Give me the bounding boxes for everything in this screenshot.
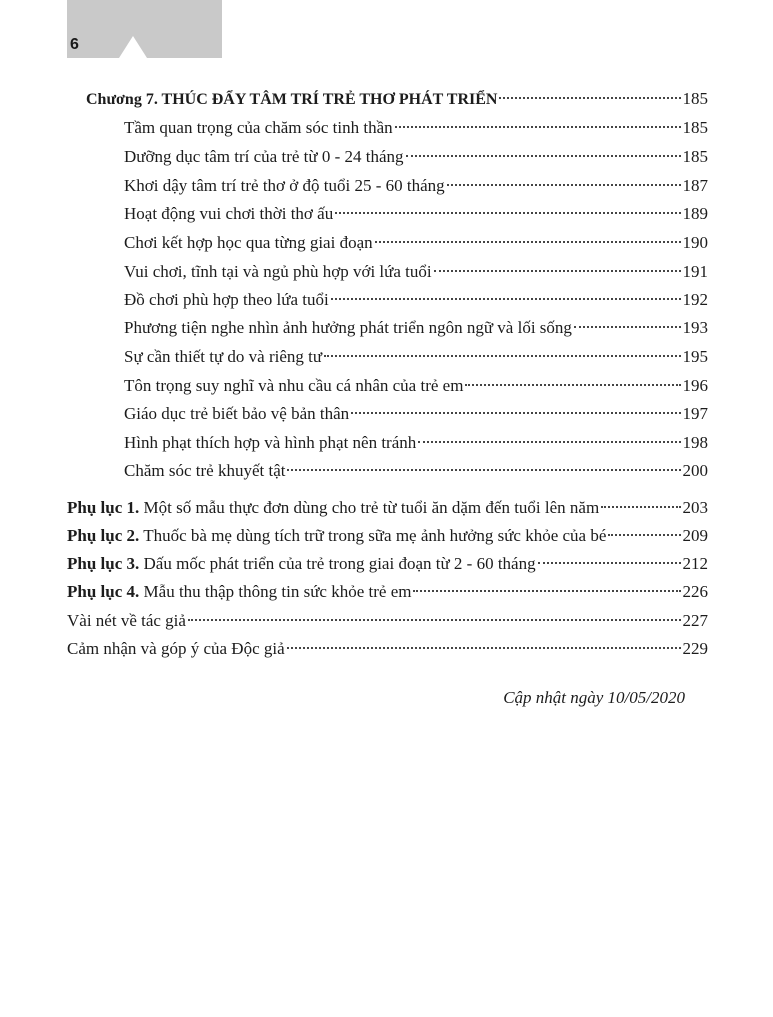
page-ref: 191 bbox=[682, 262, 708, 281]
page-ref: 227 bbox=[682, 611, 708, 630]
page-tab-marker bbox=[67, 0, 222, 58]
toc-extra-feedback[interactable] bbox=[67, 636, 708, 662]
dot-leader bbox=[395, 126, 681, 128]
toc-section[interactable] bbox=[124, 430, 708, 456]
toc-section[interactable] bbox=[124, 344, 708, 370]
dot-leader bbox=[331, 298, 681, 300]
page-number: 6 bbox=[70, 36, 79, 53]
appendix-title: Một số mẫu thực đơn dùng cho trẻ từ tuổi ăn dặm đến tuổi lên năm bbox=[139, 498, 600, 517]
appendix-title: Mẫu thu thập thông tin sức khỏe trẻ em bbox=[139, 582, 412, 601]
chapter-title: Chương 7. THÚC ĐẨY TÂM TRÍ TRẺ THƠ PHÁT TRIỂN bbox=[86, 91, 498, 108]
page-ref: 212 bbox=[682, 554, 708, 573]
toc-appendix-2[interactable] bbox=[67, 523, 708, 549]
dot-leader bbox=[413, 590, 680, 592]
section-title: Hoạt động vui chơi thời thơ ấu bbox=[124, 204, 334, 223]
appendix-title: Thuốc bà mẹ dùng tích trữ trong sữa mẹ ảnh hưởng sức khỏe của bé bbox=[139, 526, 607, 545]
page-ref: 190 bbox=[682, 233, 708, 252]
dot-leader bbox=[406, 155, 681, 157]
updated-date: Cập nhật ngày 10/05/2020 bbox=[503, 688, 685, 707]
page-ref: 197 bbox=[682, 404, 708, 423]
section-title: Giáo dục trẻ biết bảo vệ bản thân bbox=[124, 404, 350, 423]
dot-leader bbox=[188, 619, 681, 621]
toc-appendix-3[interactable] bbox=[67, 551, 708, 577]
section-title: Chăm sóc trẻ khuyết tật bbox=[124, 461, 286, 480]
section-title: Đồ chơi phù hợp theo lứa tuổi bbox=[124, 290, 329, 309]
section-title: Dưỡng dục tâm trí của trẻ từ 0 - 24 tháng bbox=[124, 147, 404, 166]
toc-section[interactable] bbox=[124, 287, 708, 313]
section-title: Tôn trọng suy nghĩ và nhu cầu cá nhân của trẻ em bbox=[124, 376, 464, 395]
toc-section[interactable] bbox=[124, 201, 708, 227]
section-title: Tầm quan trọng của chăm sóc tinh thần bbox=[124, 118, 393, 137]
page-ref: 189 bbox=[682, 204, 708, 223]
section-title: Khơi dậy tâm trí trẻ thơ ở độ tuổi 25 - 60 tháng bbox=[124, 176, 445, 195]
appendix-label: Phụ lục 3. bbox=[67, 554, 140, 573]
appendix-label: Phụ lục 4. bbox=[67, 582, 140, 601]
toc-section[interactable] bbox=[124, 115, 708, 141]
section-title: Phương tiện nghe nhìn ảnh hưởng phát triển ngôn ngữ và lối sống bbox=[124, 318, 572, 337]
extra-title: Cảm nhận và góp ý của Độc giả bbox=[67, 639, 285, 658]
dot-leader bbox=[538, 562, 681, 564]
appendix-title: Dấu mốc phát triển của trẻ trong giai đoạn từ 2 - 60 tháng bbox=[139, 554, 536, 573]
page-ref: 185 bbox=[682, 118, 708, 137]
dot-leader bbox=[601, 506, 680, 508]
tab-notch bbox=[119, 36, 147, 58]
toc-appendix-1[interactable] bbox=[67, 495, 708, 521]
page-ref: 226 bbox=[682, 582, 708, 601]
section-title: Sự cần thiết tự do và riêng tư bbox=[124, 347, 323, 366]
page-ref: 229 bbox=[682, 639, 708, 658]
page-ref: 200 bbox=[682, 461, 708, 480]
dot-leader bbox=[418, 441, 680, 443]
appendix-label: Phụ lục 1. bbox=[67, 498, 140, 517]
dot-leader bbox=[465, 384, 680, 386]
toc-section[interactable] bbox=[124, 373, 708, 399]
page-ref: 187 bbox=[682, 176, 708, 195]
dot-leader bbox=[351, 412, 680, 414]
toc-section[interactable] bbox=[124, 401, 708, 427]
toc-appendix-4[interactable] bbox=[67, 579, 708, 605]
page-ref: 185 bbox=[682, 89, 708, 108]
toc-section[interactable] bbox=[124, 144, 708, 170]
page-ref: 192 bbox=[682, 290, 708, 309]
dot-leader bbox=[287, 469, 680, 471]
page-ref: 193 bbox=[682, 318, 708, 337]
dot-leader bbox=[499, 97, 680, 99]
dot-leader bbox=[335, 212, 680, 214]
dot-leader bbox=[434, 270, 681, 272]
dot-leader bbox=[608, 534, 680, 536]
page-ref: 203 bbox=[682, 498, 708, 517]
appendix-label: Phụ lục 2. bbox=[67, 526, 140, 545]
dot-leader bbox=[447, 184, 681, 186]
toc-section[interactable] bbox=[124, 173, 708, 199]
toc-extra-author[interactable] bbox=[67, 608, 708, 634]
toc-section[interactable] bbox=[124, 230, 708, 256]
page-ref: 195 bbox=[682, 347, 708, 366]
toc-section[interactable] bbox=[124, 259, 708, 285]
toc-section[interactable] bbox=[124, 458, 708, 484]
extra-title: Vài nét về tác giả bbox=[67, 611, 186, 630]
dot-leader bbox=[324, 355, 680, 357]
dot-leader bbox=[375, 241, 681, 243]
page-ref: 209 bbox=[682, 526, 708, 545]
section-title: Hình phạt thích hợp và hình phạt nên tránh bbox=[124, 433, 417, 452]
page-ref: 185 bbox=[682, 147, 708, 166]
page-ref: 198 bbox=[682, 433, 708, 452]
toc-section[interactable] bbox=[124, 315, 708, 341]
toc-chapter-7[interactable] bbox=[86, 86, 708, 112]
dot-leader bbox=[574, 326, 681, 328]
section-title: Chơi kết hợp học qua từng giai đoạn bbox=[124, 233, 373, 252]
dot-leader bbox=[287, 647, 681, 649]
page-ref: 196 bbox=[682, 376, 708, 395]
section-title: Vui chơi, tĩnh tại và ngủ phù hợp với lứa tuổi bbox=[124, 262, 432, 281]
